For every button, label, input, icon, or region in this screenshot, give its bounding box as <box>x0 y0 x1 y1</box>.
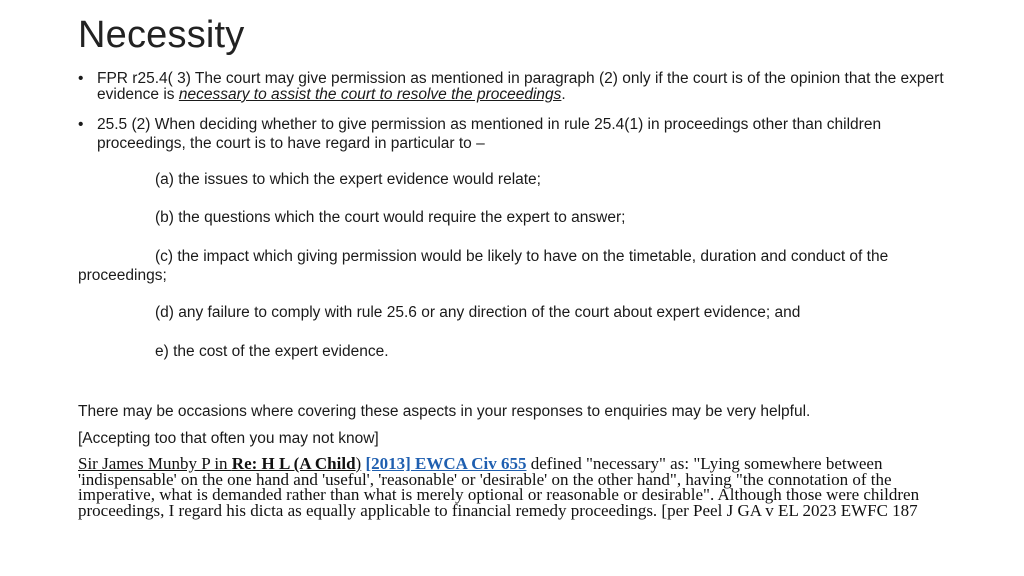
bullet-fpr-25-4 <box>78 71 948 103</box>
bullet-rule-25-5 <box>78 115 948 153</box>
bullet-text <box>97 71 948 103</box>
case-close: ) <box>355 454 362 473</box>
item-a: (a) the issues to which the expert evidence would relate; <box>155 171 541 188</box>
bullet-text: 25.5 (2) When deciding whether to give permission as mentioned in rule 25.4(1) in proceedings other than children proceedings, the court is to have regard in particular to – <box>97 116 882 152</box>
accepting-paragraph: [Accepting too that often you may not know] <box>78 430 379 447</box>
item-b: (b) the questions which the court would require the expert to answer; <box>155 209 626 226</box>
case-name: Re: H L (A Child <box>231 454 356 473</box>
item-c: (c) the impact which giving permission would be likely to have on the timetable, duration and conduct of the proceedings; <box>78 248 889 284</box>
citation-link[interactable]: [2013] EWCA Civ 655 <box>365 454 527 473</box>
occasions-paragraph: There may be occasions where covering these aspects in your responses to enquiries may be very helpful. <box>78 403 811 420</box>
bullet-text-before: FPR r25.4( 3) The court may give permission as mentioned in paragraph (2) only if the court is of the opinion that the expert evidence is <box>97 70 944 103</box>
bullet-text-after: . <box>561 86 566 103</box>
item-e: e) the cost of the expert evidence. <box>155 343 389 360</box>
bullet-marker: • <box>78 116 84 133</box>
necessary-emphasis: necessary to assist the court to resolve the proceedings <box>178 86 562 103</box>
bullet-marker: • <box>78 70 84 87</box>
munby-quote <box>78 456 958 518</box>
quote-text: defined "necessary" as: "Lying somewhere between 'indispensable' on the one hand and 'useful', 'reasonable' or 'desirable' on the other hand", having "the connotation of the imperative, what is demanded rather than what is merely optional or reasonable or desirable". Although those were children proceedings, I regard his dicta as equally applicable to financial remedy proceedings. [per Peel J GA v EL 2023 EWFC 187 <box>78 454 920 520</box>
judge-name: Sir James Munby P in <box>78 454 232 473</box>
item-d: (d) any failure to comply with rule 25.6 or any direction of the court about expert evidence; and <box>155 304 801 321</box>
slide-title: Necessity <box>78 14 245 56</box>
